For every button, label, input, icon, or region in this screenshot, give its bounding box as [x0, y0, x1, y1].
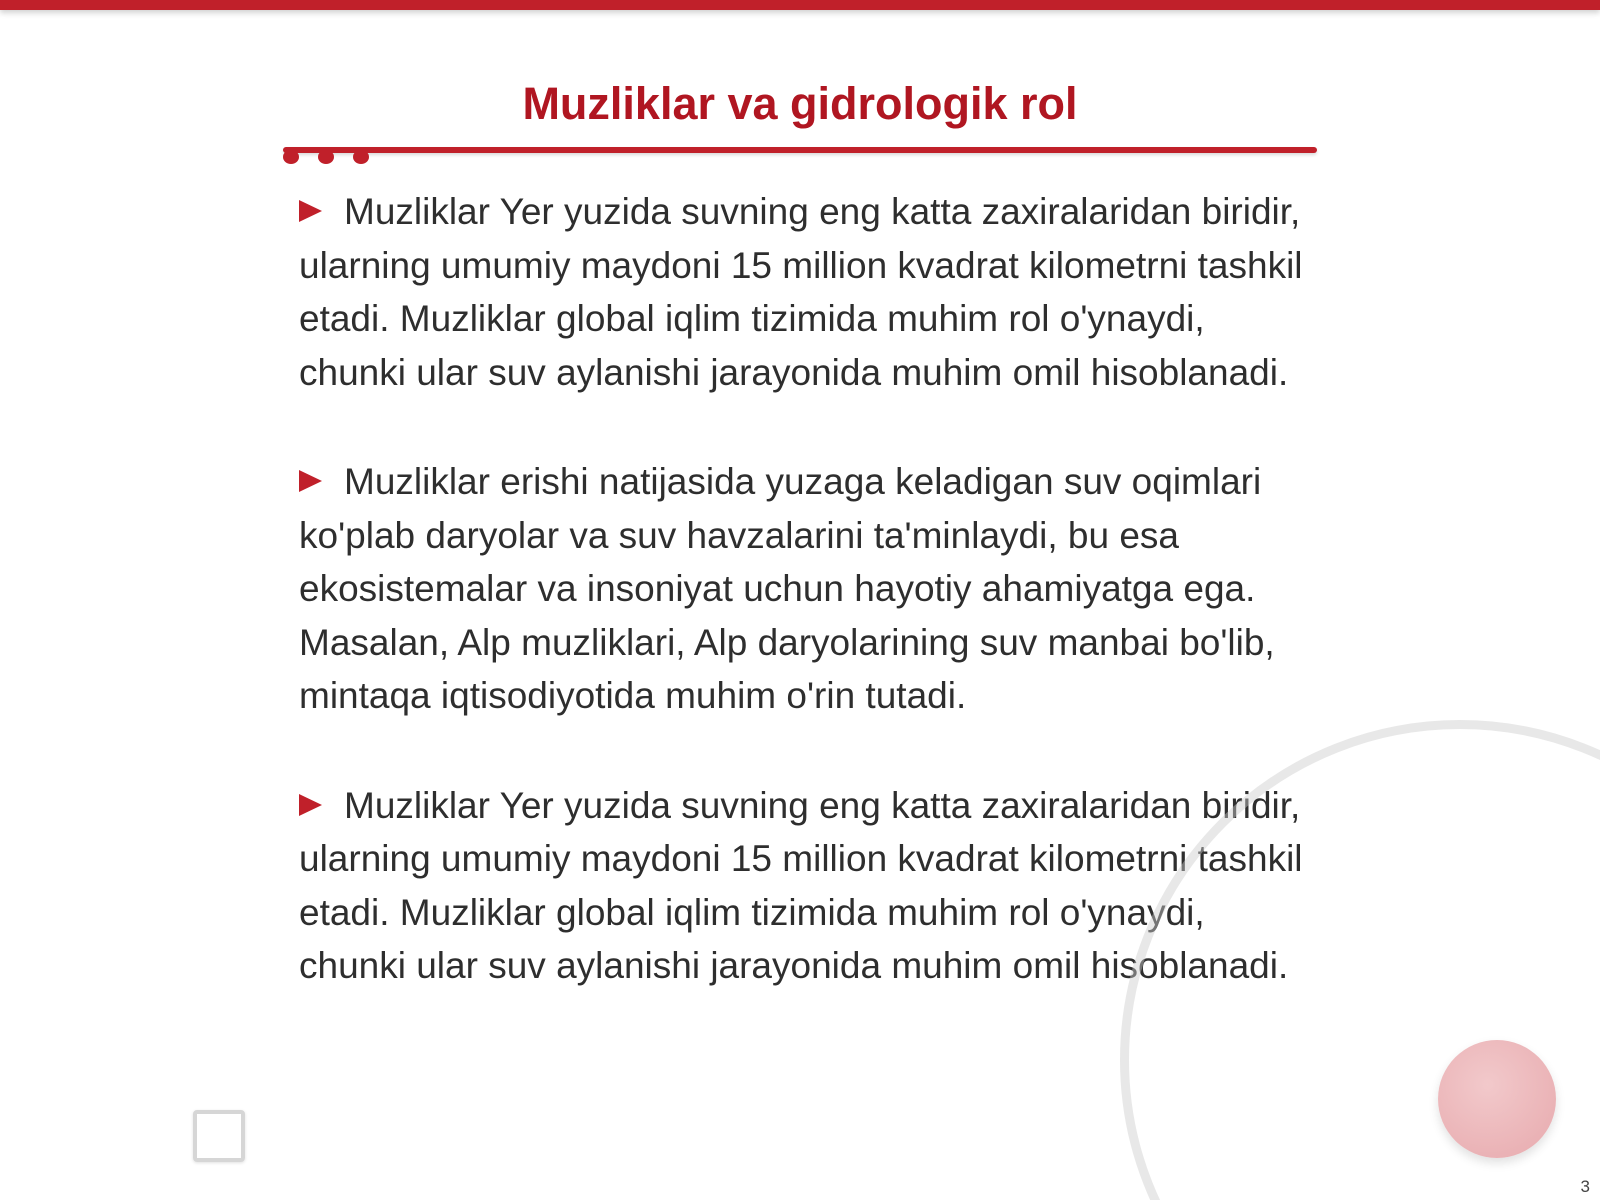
underline-dot — [318, 150, 334, 164]
underline-dot — [283, 150, 299, 164]
page-number: 3 — [1580, 1177, 1590, 1196]
bullet-text: Muzliklar Yer yuzida suvning eng katta zaxiralaridan biridir, ularning umumiy maydoni 15 million kvadrat kilometrni tashkil etadi. Muzliklar global iqlim tizimida muhim rol o'ynaydi, chunki ular suv aylanishi jarayonida muhim omil hisoblanadi. — [299, 784, 1303, 986]
bullet-item — [299, 455, 1309, 723]
bullet-item — [299, 185, 1309, 399]
triangle-right-icon — [299, 200, 322, 222]
decorative-pink-circle — [1438, 1040, 1556, 1158]
bullet-text: Muzliklar Yer yuzida suvning eng katta zaxiralaridan biridir, ularning umumiy maydoni 15 million kvadrat kilometrni tashkil etadi. Muzliklar global iqlim tizimida muhim rol o'ynaydi, chunki ular suv aylanishi jarayonida muhim omil hisoblanadi. — [299, 191, 1303, 393]
triangle-right-icon — [299, 794, 322, 816]
underline-dot — [353, 150, 369, 164]
triangle-right-icon — [299, 470, 322, 492]
title-underline — [283, 147, 1317, 153]
bullet-text: Muzliklar erishi natijasida yuzaga keladigan suv oqimlari ko'plab daryolar va suv havzalarini ta'minlaydi, bu esa ekosistemalar va insoniyat uchun hayotiy ahamiyatga ega. Masalan, Alp muzliklari, Alp daryolarining suv manbai bo'lib, mintaqa iqtisodiyotida muhim o'rin tutadi. — [299, 461, 1275, 716]
top-accent-bar — [0, 0, 1600, 10]
slide-title: Muzliklar va gidrologik rol — [522, 78, 1078, 129]
decorative-square — [193, 1110, 245, 1162]
